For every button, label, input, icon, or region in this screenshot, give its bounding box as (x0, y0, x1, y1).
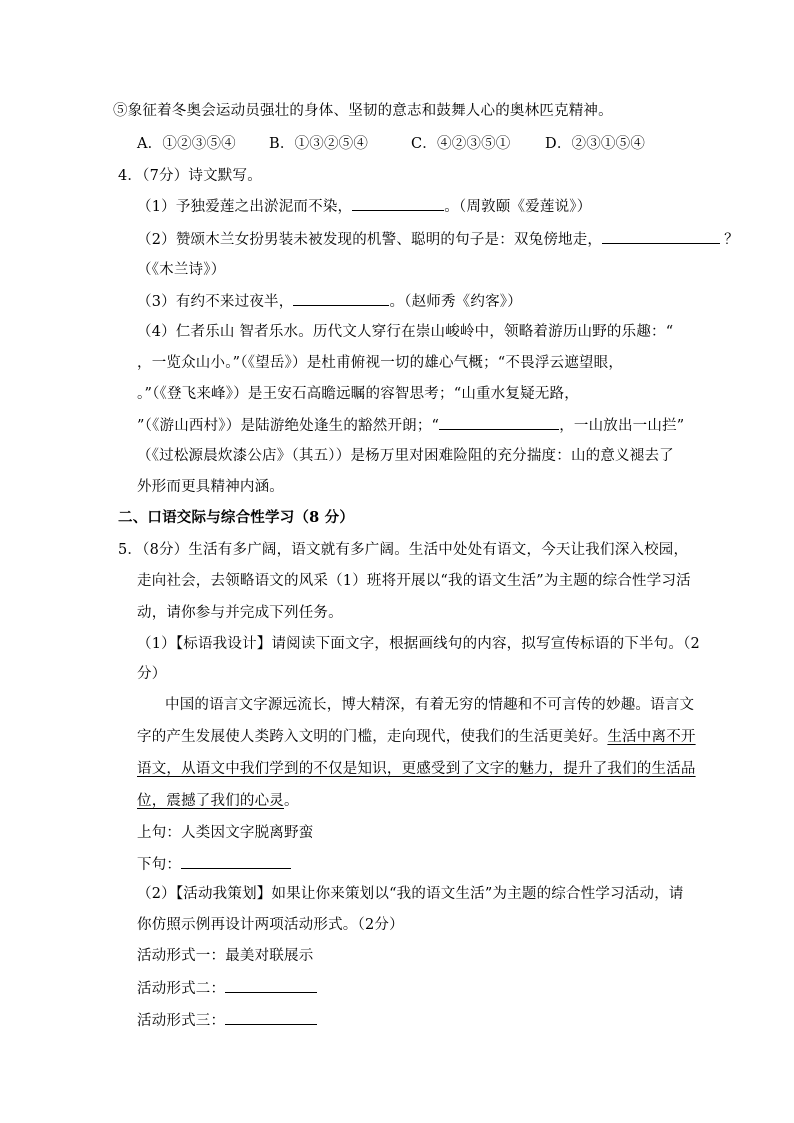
option-c[interactable]: C．④②③⑤① (411, 136, 511, 152)
q5-sub2-line2: 你仿照示例再设计两项活动形式。（2分） (137, 917, 404, 933)
q5-intro-line1: 5．（8分）生活有多广阔，语文就有多广阔。生活中处处有语文，今天让我们深入校园， (118, 542, 689, 558)
q4-part4-line3: 。”（《登飞来峰》）是王安石高瞻远瞩的容智思考；“山重水复疑无路， (137, 386, 579, 402)
answer-blank[interactable] (225, 1010, 317, 1025)
q4-part4-line6: 外形而更具精神内涵。 (137, 479, 284, 495)
q3-options (137, 134, 645, 154)
slogan-lower: 下句： (137, 854, 291, 875)
q4-part4-line1: （4）仁者乐山 智者乐水。历代文人穿行在崇山峻岭中，领略着游历山野的乐趣：“ (137, 324, 674, 340)
q4-part2-source: （《木兰诗》） (137, 262, 226, 278)
q4-part4-line5: （《过松源晨炊漆公店》（其五））是杨万里对困难险阻的充分揣度：山的意义褪去了 (137, 448, 674, 464)
q4-part1: （1）予独爱莲之出淤泥而不染， 。（周敦颐《爱莲说》） (137, 196, 591, 217)
answer-blank[interactable] (602, 229, 720, 244)
activity-form1: 活动形式一：最美对联展示 (137, 948, 314, 964)
q5-sub1-line1: （1）【标语我设计】请阅读下面文字，根据画线句的内容，拟写宣传标语的下半句。（2 (137, 636, 700, 652)
underlined-sentence: 生活中离不开 (607, 729, 696, 745)
q4-part4-line4: ”（《游山西村》）是陆游绝处逢生的豁然开朗；“ ，一山放出一山拦” (137, 415, 684, 436)
section-title: 二、口语交际与综合性学习（8 分） (118, 509, 355, 526)
option-d[interactable]: D．②③①⑤④ (545, 136, 646, 152)
option-b[interactable]: B．①③②⑤④ (269, 136, 369, 152)
q4-part4-line2: ，一览众山小。”（《望岳》）是杜甫俯视一切的雄心气概；“不畏浮云遮望眼， (137, 355, 624, 371)
q5-intro-line2: 走向社会，去领略语文的风采（1）班将开展以“我的语文生活”为主题的综合性学习活 (137, 573, 691, 589)
q4-part2: （2）赞颂木兰女扮男装未被发现的机警、聪明的句子是：双兔傍地走， ？ (137, 229, 739, 250)
answer-blank[interactable] (225, 978, 317, 993)
q4-part3: （3）有约不来过夜半， 。（赵师秀《约客》） (137, 291, 522, 312)
answer-blank[interactable] (293, 291, 389, 306)
passage-line4: 位，震撼了我们的心灵。 (137, 793, 299, 809)
passage-line2: 字的产生发展使人类跨入文明的门槛，走向现代，使我们的生活更美好。生活中离不开 (137, 729, 696, 745)
slogan-upper: 上句：人类因文字脱离野蛮 (137, 825, 314, 841)
answer-blank[interactable] (352, 196, 444, 211)
q5-sub2-line1: （2）【活动我策划】如果让你来策划以“我的语文生活”为主题的综合性学习活动，请 (137, 886, 684, 902)
answer-blank[interactable] (181, 854, 291, 869)
q4-header: 4．（7分）诗文默写。 (118, 168, 262, 184)
passage-line3: 语文，从语文中我们学到的不仅是知识，更感受到了文字的魅力，提升了我们的生活品 (137, 761, 696, 777)
activity-form3: 活动形式三： (137, 1010, 317, 1031)
q5-sub1-line2: 分） (137, 666, 167, 682)
activity-form2: 活动形式二： (137, 978, 317, 999)
q3-item5: ⑤象征着冬奥会运动员强壮的身体、坚韧的意志和鼓舞人心的奥林匹克精神。 (113, 103, 613, 119)
option-a[interactable]: A．①②③⑤④ (137, 136, 236, 152)
answer-blank[interactable] (439, 415, 559, 430)
passage-line1: 中国的语言文字源远流长，博大精深，有着无穷的情趣和不可言传的妙趣。语言文 (165, 697, 695, 713)
q5-intro-line3: 动，请你参与并完成下列任务。 (137, 605, 343, 621)
